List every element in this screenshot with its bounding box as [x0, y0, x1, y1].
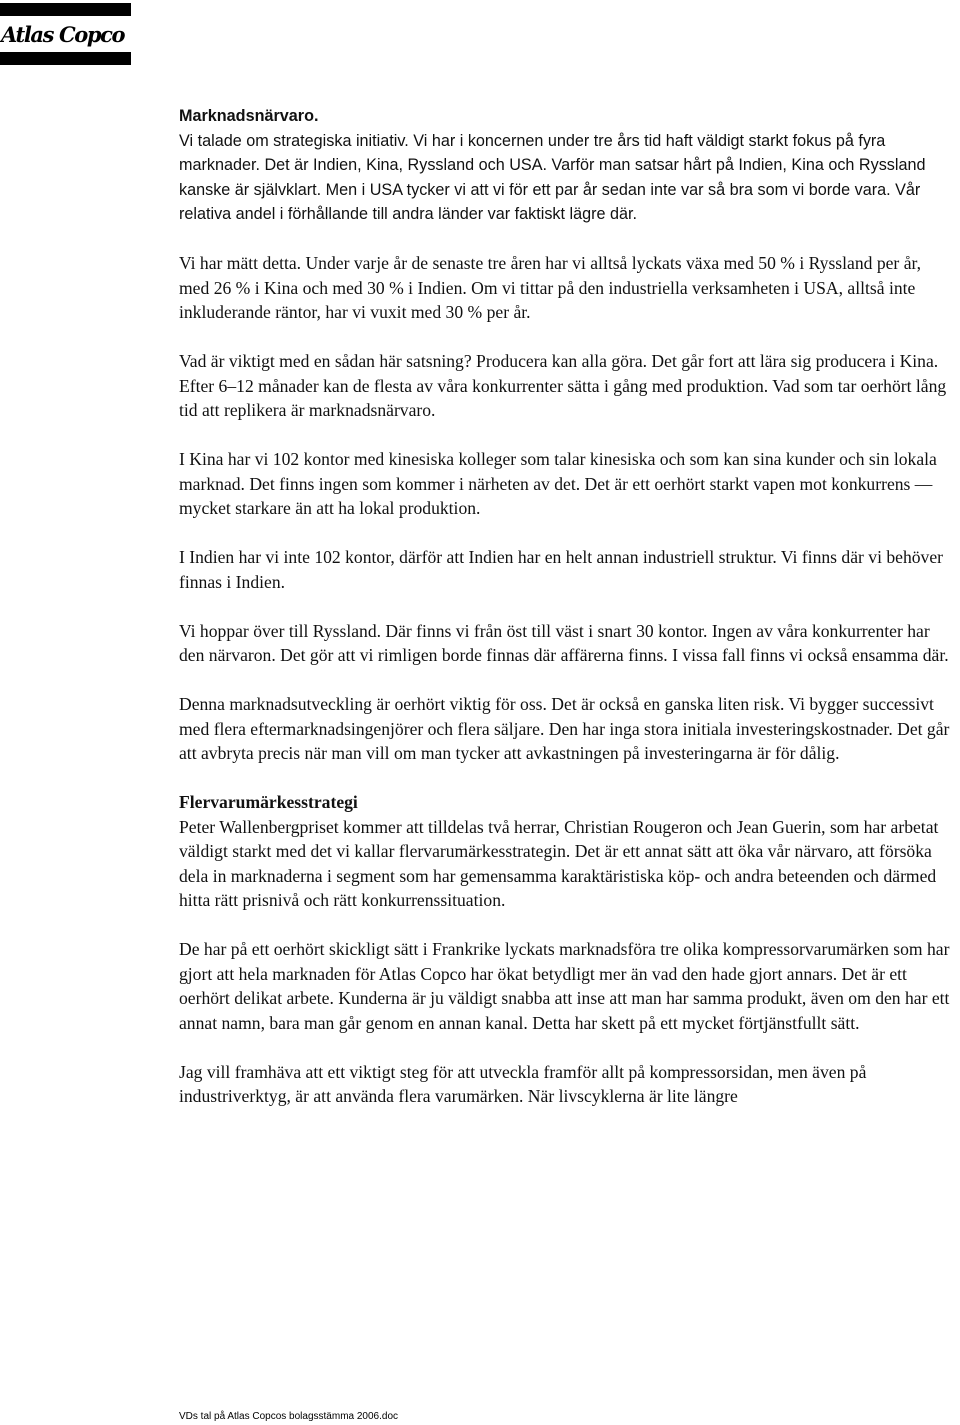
- paragraph: I Indien har vi inte 102 kontor, därför att Indien har en helt annan industriell struktur. Vi finns där vi behöver finnas i Indien.: [179, 547, 944, 592]
- paragraph: Denna marknadsutveckling är oerhört viktig för oss. Det är också en ganska liten risk. Vi bygger successivt med flera eftermarknadsingenjörer och flera säljare. Den har inga stora initiala investeringskostnader. Det går att avbryta precis när man vill om man tycker att avkastningen på investeringarna är för dålig.: [179, 694, 950, 763]
- paragraph: Vi talade om strategiska initiativ. Vi har i koncernen under tre års tid haft väldigt starkt fokus på fyra marknader. Det är Indien, Kina, Ryssland och USA. Varför man satsar hårt på Indien, Kina och Ryssland kanske är självklart. Men i USA tycker vi att vi för ett par år sedan inte var så bra som vi borde vara. Vår relativa andel i förhållande till andra länder var faktiskt lägre där.: [179, 131, 926, 223]
- paragraph: Vi har mätt detta. Under varje år de senaste tre åren har vi alltså lyckats växa med 50 % i Ryssland per år, med 26 % i Kina och med 30 % i Indien. Om vi tittar på den industriella verksamheten i USA, alltså inte inkluderande räntor, har vi vuxit med 30 % per år.: [179, 253, 922, 322]
- paragraph: Jag vill framhäva att ett viktigt steg för att utveckla framför allt på kompressorsidan, men även på industriverktyg, är att använda flera varumärken. När livscyklerna är lite längre: [179, 1061, 867, 1106]
- footer-filename: VDs tal på Atlas Copcos bolagsstämma 2006.doc: [179, 1411, 399, 1422]
- logo-bar-top: [0, 3, 131, 16]
- section-paragraph: [179, 619, 954, 668]
- section-heading: Marknadsnärvaro.: [179, 107, 319, 125]
- paragraph: De har på ett oerhört skickligt sätt i Frankrike lyckats marknadsföra tre olika kompressorvarumärken som har gjort att hela marknaden för Atlas Copco har ökat betydligt mer än vad den hade gjort annars. Det är ett oerhört delikat arbete. Kunderna är ju väldigt snabba att inse att man har samma produkt, även om den har ett annat namn, bara man går genom en annan kanal. Detta har skett på ett mycket förtjänstfullt sätt.: [179, 939, 950, 1033]
- paragraph: Vi hoppar över till Ryssland. Där finns vi från öst till väst i snart 30 kontor. Ingen av våra konkurrenter har den närvaron. Det gör att vi rimligen borde finnas där affärerna finns. I vissa fall finns vi också ensamma där.: [179, 620, 949, 665]
- section-heading: Flervarumärkesstrategi: [179, 792, 358, 812]
- paragraph: I Kina har vi 102 kontor med kinesiska kolleger som talar kinesiska och som kan sina kunder och sin lokala marknad. Det finns ingen som kommer i närheten av det. Det är ett oerhört starkt vapen mot konkurrens — mycket starkare än att ha lokal produktion.: [179, 449, 937, 518]
- section-flervarumarkesstrategi: [179, 790, 954, 913]
- section-paragraph: [179, 937, 954, 1035]
- section-paragraph: [179, 692, 954, 766]
- section-paragraph: [179, 251, 954, 325]
- section-marknadsnarvaro: [179, 104, 954, 227]
- paragraph: Vad är viktigt med en sådan här satsning? Producera kan alla göra. Det går fort att lära sig producera i Kina. Efter 6–12 månader kan de flesta av våra konkurrenter sätta i gång med produktion. Vad som tar oerhört lång tid att replikera är marknadsnärvaro.: [179, 351, 947, 420]
- section-paragraph: [179, 349, 954, 423]
- document-body: [179, 104, 954, 1133]
- logo-bar-bottom: [0, 52, 131, 65]
- logo-wordmark: Atlas Copco: [1, 22, 125, 47]
- paragraph: Peter Wallenbergpriset kommer att tilldelas två herrar, Christian Rougeron och Jean Guerin, som har arbetat väldigt starkt med det vi kallar flervarumärkesstrategin. Det är ett annat sätt att öka vår närvaro, att försöka dela in marknaderna i segment som har gemensamma karaktäristiska köp- och andra beteenden och därmed hitta rätt prisnivå och rätt konkurrenssituation.: [179, 816, 939, 910]
- section-paragraph: [179, 447, 954, 521]
- section-paragraph: [179, 545, 954, 594]
- atlas-copco-logo: [0, 0, 131, 66]
- section-paragraph: [179, 1060, 954, 1109]
